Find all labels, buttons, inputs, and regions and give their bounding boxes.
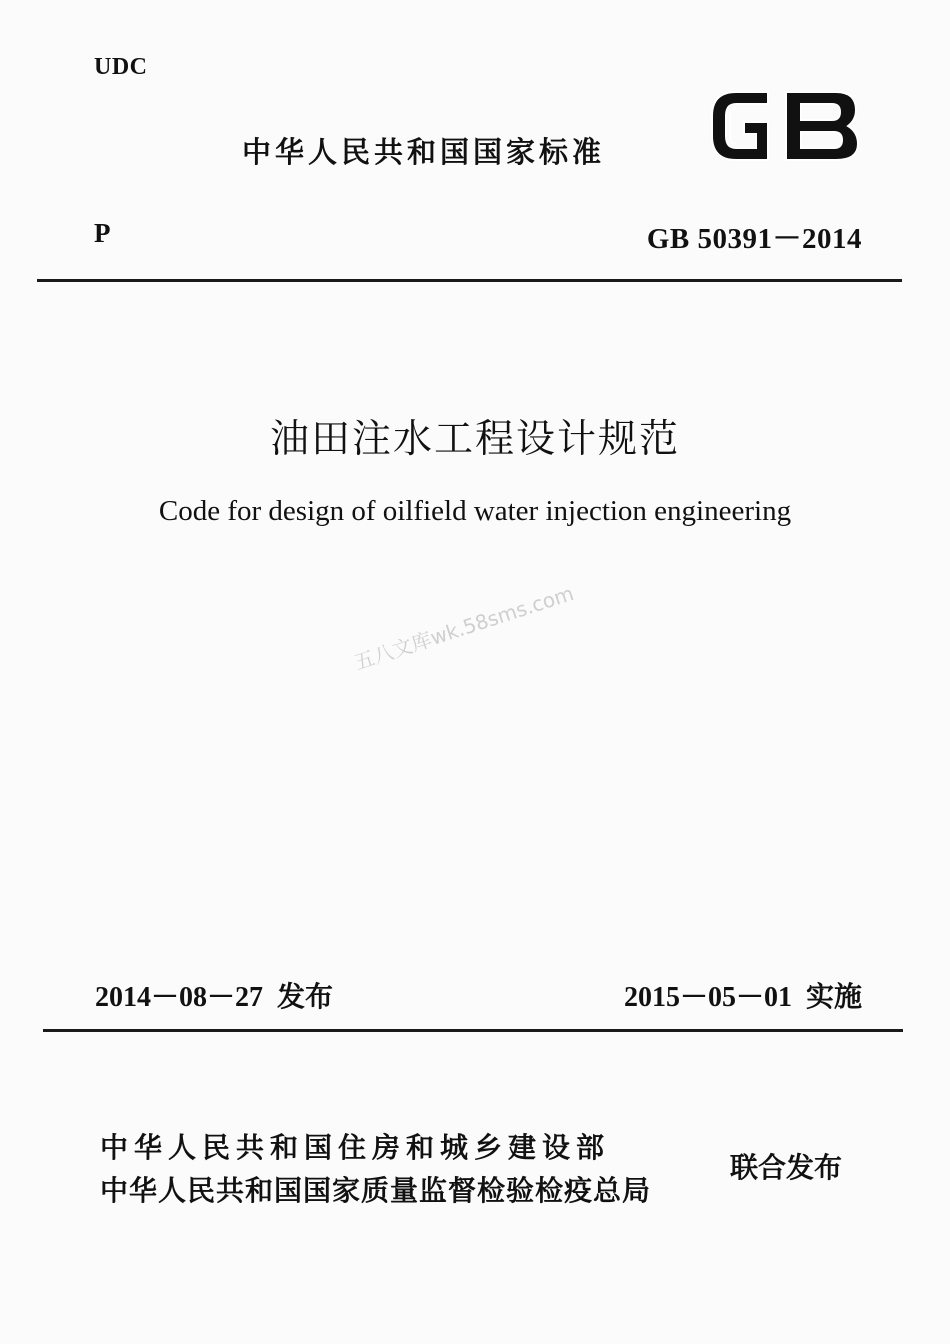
- watermark-text: 五八文库wk.58sms.com: [351, 580, 577, 675]
- bottom-divider: [43, 1029, 903, 1032]
- joint-publish-label: 联合发布: [730, 1151, 843, 1184]
- effective-label: 实施: [805, 980, 862, 1013]
- issuer-administration: 中华人民共和国国家质量监督检验检疫总局: [100, 1174, 652, 1207]
- effective-date-block: [624, 975, 862, 1015]
- publish-date-block: [95, 975, 333, 1015]
- national-standard-title: 中华人民共和国国家标准: [242, 135, 606, 169]
- issuer-ministry: 中华人民共和国住房和城乡建设部: [100, 1131, 611, 1164]
- udc-label: UDC: [94, 54, 148, 80]
- classification-letter: P: [94, 218, 111, 248]
- publish-date: 2014－08－27: [95, 982, 264, 1013]
- title-english: Code for design of oilfield water injection engineering: [158, 495, 792, 527]
- publish-label: 发布: [277, 980, 334, 1013]
- gb-logo-icon: [706, 86, 862, 166]
- effective-date: 2015－05－01: [623, 982, 792, 1013]
- title-chinese: 油田注水工程设计规范: [269, 417, 680, 462]
- standard-number: GB 50391－2014: [646, 223, 862, 255]
- top-divider: [37, 279, 902, 282]
